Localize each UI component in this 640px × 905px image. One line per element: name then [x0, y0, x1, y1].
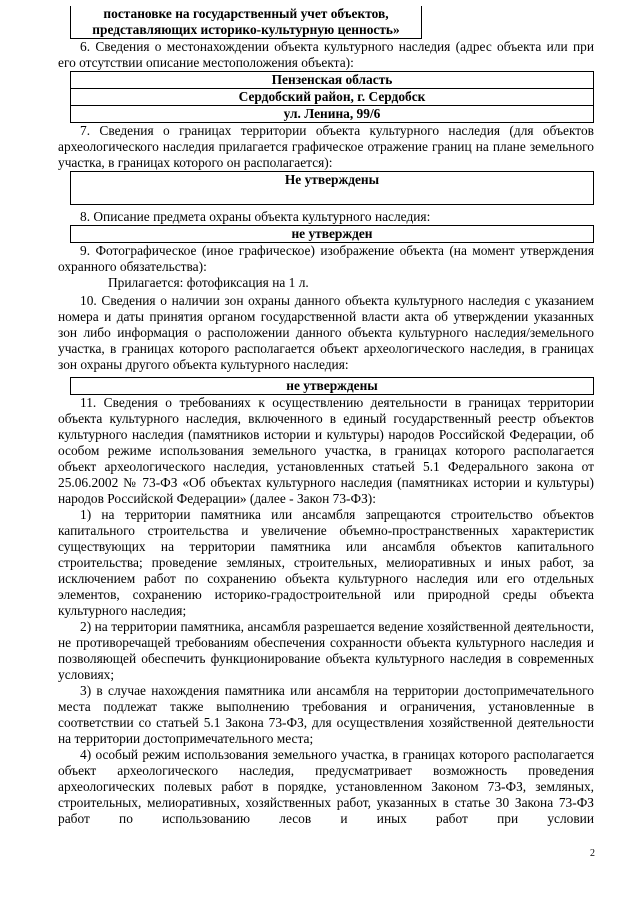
item-11-sub-4: 4) особый режим использования земельного участка, в границах которого располагается объект археологического наследия, предусматривает возможность проведения археологических полевых работ в порядке, установленном Законом 73-ФЗ, земляных, строительных, мелиоративных, хозяйственных работ, указанных в статье 30 Закона 73-ФЗ работ по использованию лесов и иных работ при условии	[58, 747, 594, 826]
address-street: ул. Ленина, 99/6	[71, 105, 593, 122]
address-district: Сердобский район, г. Сердобск	[71, 88, 593, 105]
item-9-text: 9. Фотографическое (иное графическое) изображение объекта (на момент утверждения охранного обязательства):	[58, 243, 594, 274]
item-7-text: 7. Сведения о границах территории объекта культурного наследия (для объектов археологического наследия прилагается графическое отражение границ на плане земельного участка, в границах которого он располагается):	[58, 123, 594, 170]
item-10-text: 10. Сведения о наличии зон охраны данного объекта культурного наследия с указанием номера и даты принятия органом государственной власти акта об утверждении указанных зон либо информация о расположении данного объекта культурного наследия/земельного участка, в границах которого располагается объект археологического наследия, в границах зон охраны другого объекта культурного наследия:	[58, 293, 594, 372]
item-11-sub-3: 3) в случае нахождения памятника или ансамбля на территории достопримечательного места подлежат также выполнению требования и ограничения, установленные в соответствии со статьей 5.1 Закона 73-ФЗ, для осуществления хозяйственной деятельности на территории достопримечательного места;	[58, 683, 594, 746]
item-11-sub-1: 1) на территории памятника или ансамбля запрещаются строительство объектов капитального строительства и увеличение объемно-пространственных характеристик существующих на территории памятника или ансамбля объектов капитального строительства; проведение земляных, строительных, мелиоративных и иных работ, за исключением работ по сохранению объекта культурного наследия или его отдельных элементов, сохранению историко-градостроительной или природной среды объекта культурного наследия;	[58, 507, 594, 618]
address-box	[70, 71, 594, 123]
address-region: Пензенская область	[271, 72, 393, 87]
subject-box	[70, 225, 594, 243]
zones-value: не утверждены	[286, 378, 378, 393]
item-11-text: 11. Сведения о требованиях к осуществлению деятельности в границах территории объекта культурного наследия, включенного в единый государственный реестр объектов культурного наследия (памятников истории и культуры) народов Российской Федерации, об особом режиме использования земельного участка, в границах которого располагается объект археологического наследия, установленных статьей 5.1 Федерального закона от 25.06.2002 № 73-ФЗ «Об объектах культурного наследия (памятниках истории и культуры) народов Российской Федерации» (далее - Закон 73-ФЗ):	[58, 395, 594, 506]
item-6-text: 6. Сведения о местонахождении объекта культурного наследия (адрес объекта или при его отсутствии описание местоположения объекта):	[58, 39, 594, 70]
header-line-1: постановке на государственный учет объектов,	[103, 6, 389, 21]
boundaries-value: Не утверждены	[284, 172, 380, 187]
page-number: 2	[590, 848, 595, 859]
item-8-text: 8. Описание предмета охраны объекта культурного наследия:	[80, 209, 431, 224]
document-page	[58, 6, 594, 827]
boundaries-box	[70, 171, 594, 205]
header-box	[70, 6, 422, 39]
zones-box	[70, 377, 594, 395]
subject-value: не утвержден	[291, 226, 373, 241]
item-9-attachment: Прилагается: фотофиксация на 1 л.	[108, 275, 309, 290]
header-line-2: представляющих историко-культурную ценность»	[92, 22, 400, 37]
item-11-sub-2: 2) на территории памятника, ансамбля разрешается ведение хозяйственной деятельности, не противоречащей требованиям обеспечения сохранности объекта культурного наследия и позволяющей обеспечить функционирование объекта культурного наследия в современных условиях;	[58, 619, 594, 682]
